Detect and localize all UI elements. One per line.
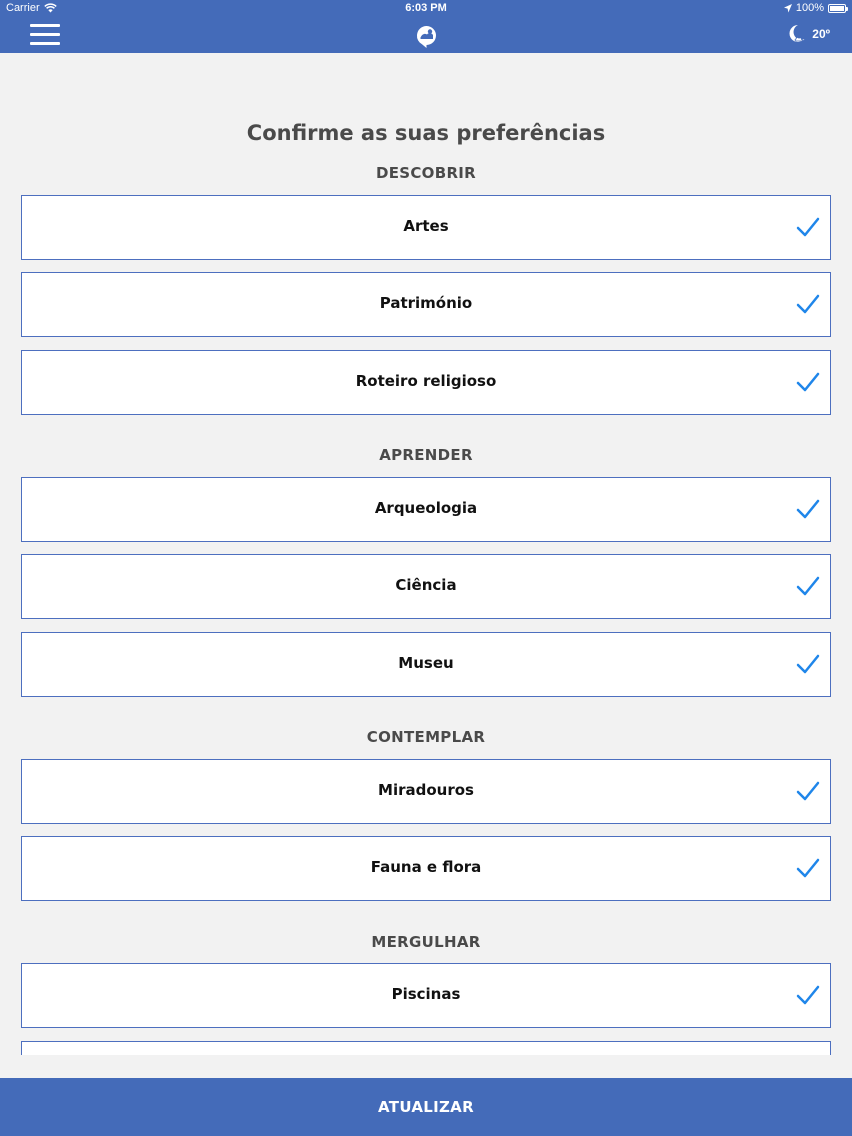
weather-widget[interactable] bbox=[787, 24, 830, 44]
section-title-mergulhar: MERGULHAR bbox=[371, 933, 481, 951]
app-header bbox=[0, 0, 852, 53]
section-title-contemplar: CONTEMPLAR bbox=[366, 728, 486, 746]
option-label: Miradouros bbox=[378, 781, 474, 799]
option-fauna-e-flora[interactable] bbox=[21, 836, 831, 901]
moon-cloud-icon bbox=[787, 24, 809, 44]
option-ciencia[interactable] bbox=[21, 554, 831, 619]
battery-icon bbox=[828, 4, 846, 13]
battery-percent: 100% bbox=[795, 2, 824, 14]
option-piscinas[interactable] bbox=[21, 963, 831, 1028]
option-label: Ciência bbox=[395, 576, 457, 594]
option-label: Arqueologia bbox=[374, 499, 478, 517]
page-title: Confirme as suas preferências bbox=[246, 121, 606, 145]
checkmark-icon bbox=[796, 653, 820, 675]
update-button[interactable]: ATUALIZAR bbox=[0, 1078, 852, 1136]
status-time: 6:03 PM bbox=[405, 2, 447, 14]
checkmark-icon bbox=[796, 984, 820, 1006]
hamburger-icon bbox=[30, 24, 60, 27]
option-partial[interactable] bbox=[21, 1041, 831, 1055]
option-label: Piscinas bbox=[391, 985, 461, 1003]
option-label: Roteiro religioso bbox=[355, 372, 497, 390]
app-logo-icon bbox=[413, 22, 440, 49]
option-arqueologia[interactable] bbox=[21, 477, 831, 542]
checkmark-icon bbox=[796, 216, 820, 238]
checkmark-icon bbox=[796, 498, 820, 520]
checkmark-icon bbox=[796, 575, 820, 597]
option-museu[interactable] bbox=[21, 632, 831, 697]
option-label: Fauna e flora bbox=[370, 858, 482, 876]
checkmark-icon bbox=[796, 293, 820, 315]
option-label: Museu bbox=[398, 654, 454, 672]
location-arrow-icon bbox=[784, 4, 792, 13]
checkmark-icon bbox=[796, 780, 820, 802]
weather-temperature: 20º bbox=[812, 27, 830, 41]
section-title-descobrir: DESCOBRIR bbox=[375, 164, 477, 182]
section-title-aprender: APRENDER bbox=[379, 446, 473, 464]
carrier-label: Carrier bbox=[6, 2, 40, 14]
preferences-list[interactable] bbox=[0, 53, 852, 1055]
option-roteiro-religioso[interactable] bbox=[21, 350, 831, 415]
option-label: Património bbox=[379, 294, 473, 312]
option-patrimonio[interactable] bbox=[21, 272, 831, 337]
checkmark-icon bbox=[796, 371, 820, 393]
checkmark-icon bbox=[796, 857, 820, 879]
option-label: Artes bbox=[403, 217, 449, 235]
status-bar bbox=[0, 0, 852, 16]
option-miradouros[interactable] bbox=[21, 759, 831, 824]
menu-button[interactable] bbox=[30, 24, 60, 46]
option-artes[interactable] bbox=[21, 195, 831, 260]
